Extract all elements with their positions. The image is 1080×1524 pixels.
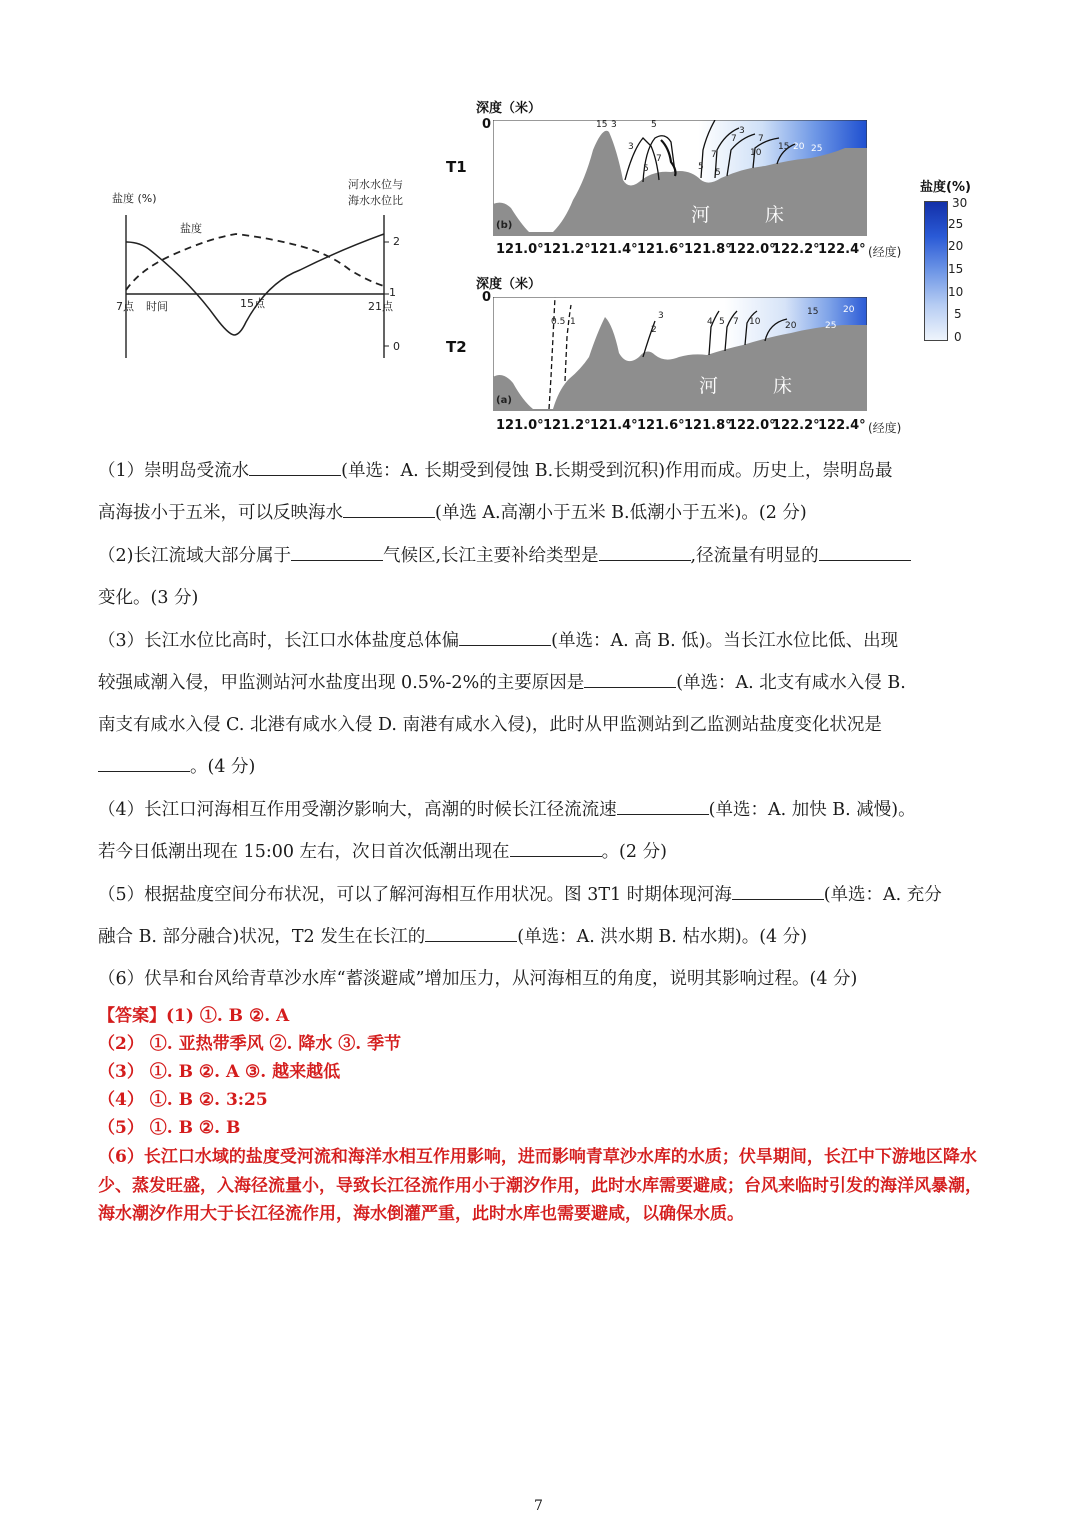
t2-lon-7: 122.4° bbox=[818, 418, 866, 433]
t1-c8: 5 bbox=[715, 168, 721, 178]
t2-lon-1: 121.2° bbox=[543, 418, 591, 433]
t2-c3: 3 bbox=[658, 311, 664, 321]
legend-ticks bbox=[948, 196, 988, 346]
left-y-label: 盐度 (%) bbox=[112, 192, 157, 205]
q5-text-d: (单选：A. 洪水期 B. 枯水期)。(4 分) bbox=[517, 927, 808, 947]
answer-5: （5） ①. B ②. B bbox=[98, 1118, 241, 1138]
q4-text-d: 。(2 分) bbox=[601, 842, 667, 862]
t1-lon-3: 121.6° bbox=[637, 242, 685, 257]
q2-blank-2[interactable] bbox=[599, 542, 691, 561]
right-tick-2: 2 bbox=[393, 235, 400, 248]
q4-blank-1[interactable] bbox=[617, 796, 709, 815]
t2-c11: 20 bbox=[843, 305, 855, 315]
t2-lon-6: 122.2° bbox=[772, 418, 820, 433]
q4-text-a: （4）长江口河海相互作用受潮汐影响大，高潮的时候长江径流流速 bbox=[98, 800, 617, 820]
t1-panel-tag: (b) bbox=[496, 220, 513, 231]
q4-text-b: (单选：A. 加快 B. 减慢)。 bbox=[708, 800, 916, 820]
right-tick-1: 1 bbox=[389, 286, 396, 299]
salinity-legend-bar bbox=[924, 201, 948, 341]
q2-text-d: 变化。(3 分) bbox=[98, 588, 199, 608]
t2-lon-4: 121.8° bbox=[684, 418, 732, 433]
t1-c3: 3 bbox=[628, 142, 634, 152]
t1-lon-0: 121.0° bbox=[496, 242, 544, 257]
q3-text-d: (单选：A. 北支有咸水入侵 B. bbox=[676, 673, 906, 693]
x-15: 15点 bbox=[240, 297, 265, 310]
q5-text-b: (单选：A. 充分 bbox=[823, 885, 942, 905]
right-y-label-2: 海水水位比 bbox=[348, 194, 403, 207]
answer-3: （3） ①. B ②. A ③. 越来越低 bbox=[98, 1062, 341, 1082]
t2-c2: 2 bbox=[651, 325, 657, 335]
t2-depth-label: 深度（米） bbox=[476, 277, 542, 292]
t1-c14: 20 bbox=[793, 142, 805, 152]
t1-riverbed-2: 床 bbox=[765, 204, 785, 226]
t1-c13: 15 bbox=[778, 142, 790, 152]
t1-c10: 3 bbox=[739, 126, 745, 136]
t2-riverbed-2: 床 bbox=[773, 375, 793, 397]
t2-lon-unit: (经度) bbox=[868, 421, 902, 435]
legend-5: 5 bbox=[954, 307, 962, 321]
t1-c6: 5 bbox=[698, 162, 704, 172]
t1-lon-7: 122.4° bbox=[818, 242, 866, 257]
q3-text-e: 南支有咸水入侵 C. 北港有咸水入侵 D. 南港有咸水入侵)，此时从甲监测站到乙监测站盐度变化状况是 bbox=[98, 715, 882, 735]
q2-text-b: 气候区,长江主要补给类型是 bbox=[382, 546, 599, 566]
t2-lon-5: 122.0° bbox=[728, 418, 776, 433]
answer-4: （4） ①. B ②. 3:25 bbox=[98, 1090, 268, 1110]
t1-c5: 7 bbox=[656, 154, 662, 164]
t2-zero: 0 bbox=[482, 290, 492, 305]
t1-c7: 7 bbox=[711, 150, 717, 160]
t1-c15: 25 bbox=[811, 144, 823, 154]
left-chart bbox=[100, 170, 430, 370]
t1-longitudes bbox=[496, 242, 916, 262]
t2-c0: 0.5 bbox=[551, 317, 566, 327]
salinity-label: 盐度 bbox=[180, 222, 202, 235]
t1-lon-1: 121.2° bbox=[543, 242, 591, 257]
t1-c4: 5 bbox=[643, 164, 649, 174]
answer-2: （2） ①. 亚热带季风 ②. 降水 ③. 季节 bbox=[98, 1034, 402, 1054]
q3-text-f: 。(4 分) bbox=[190, 757, 256, 777]
x-start: 7点 bbox=[116, 300, 134, 313]
t1-riverbed-1: 河 bbox=[691, 204, 711, 226]
q5-blank-2[interactable] bbox=[425, 923, 517, 942]
t2-c9: 20 bbox=[785, 321, 797, 331]
t2-lon-3: 121.6° bbox=[637, 418, 685, 433]
t2-panel-tag: (a) bbox=[496, 395, 512, 406]
q1-blank-1[interactable] bbox=[249, 457, 341, 476]
page-number: 7 bbox=[534, 1498, 543, 1514]
q3-blank-3[interactable] bbox=[98, 753, 190, 772]
legend-25: 25 bbox=[948, 217, 964, 231]
q1-text-b: (单选：A. 长期受到侵蚀 B.长期受到沉积)作用而成。历史上，崇明岛最 bbox=[341, 461, 893, 481]
t2-c4: 4 bbox=[707, 317, 713, 327]
q1-text-a: （1）崇明岛受流水 bbox=[98, 461, 250, 481]
q1-text-d: (单选 A.高潮小于五米 B.低潮小于五米)。(2 分) bbox=[435, 503, 807, 523]
t1-lon-4: 121.8° bbox=[684, 242, 732, 257]
q5-blank-1[interactable] bbox=[732, 881, 824, 900]
t1-c12: 10 bbox=[750, 148, 762, 158]
t1-c1: 3 bbox=[611, 120, 617, 130]
q3-blank-2[interactable] bbox=[584, 669, 676, 688]
t1-contour-labels bbox=[493, 120, 867, 236]
legend-10: 10 bbox=[948, 285, 964, 299]
q1-blank-2[interactable] bbox=[343, 499, 435, 518]
q1-text-c: 高海拔小于五米，可以反映海水 bbox=[98, 503, 343, 523]
q3-text-c: 较强咸潮入侵，甲监测站河水盐度出现 0.5%-2%的主要原因是 bbox=[98, 673, 585, 693]
t2-c10: 25 bbox=[825, 321, 837, 331]
t1-lon-6: 122.2° bbox=[772, 242, 820, 257]
answer-6: （6）长江口水域的盐度受河流和海洋水相互作用影响，进而影响青草沙水库的水质；伏旱期间，长江中下游地区降水少、蒸发旺盛，入海径流量小，导致长江径流作用小于潮汐作用，此时水库需要避咸；台风来临时引发的海洋风暴潮，海水潮汐作用大于长江径流作用，海水倒灌严重，此时水库也需要避咸，以确保水质。 bbox=[98, 1147, 982, 1224]
t2-contour-labels bbox=[493, 297, 867, 411]
t2-label: T2 bbox=[446, 338, 467, 356]
right-y-label-1: 河水水位与 bbox=[348, 178, 403, 191]
q3-text-b: (单选：A. 高 B. 低)。当长江水位比低、出现 bbox=[551, 631, 899, 651]
salinity-curve bbox=[126, 234, 384, 335]
x-mid-label: 时间 bbox=[146, 300, 168, 313]
t2-c8: 15 bbox=[807, 307, 819, 317]
q2-text-a: （2)长江流域大部分属于 bbox=[98, 546, 291, 566]
q2-text-c: ,径流量有明显的 bbox=[690, 546, 819, 566]
t1-depth-label: 深度（米） bbox=[476, 101, 542, 116]
t1-lon-unit: (经度) bbox=[868, 245, 902, 259]
t2-riverbed-1: 河 bbox=[699, 375, 719, 397]
t1-c0: 15 bbox=[596, 120, 608, 130]
q4-blank-2[interactable] bbox=[510, 838, 602, 857]
t2-c1: 1 bbox=[570, 317, 576, 327]
q2-blank-1[interactable] bbox=[291, 542, 383, 561]
t2-lon-2: 121.4° bbox=[590, 418, 638, 433]
q5-text-c: 融合 B. 部分融合)状况，T2 发生在长江的 bbox=[98, 927, 426, 947]
t1-c9: 7 bbox=[731, 134, 737, 144]
x-end: 21点 bbox=[368, 300, 393, 313]
t2-c7: 10 bbox=[749, 317, 761, 327]
legend-0: 0 bbox=[954, 330, 962, 344]
t1-c2: 5 bbox=[651, 120, 657, 130]
t2-longitudes bbox=[496, 418, 916, 438]
q4-text-c: 若今日低潮出现在 15:00 左右，次日首次低潮出现在 bbox=[98, 842, 510, 862]
t2-c5: 5 bbox=[719, 317, 725, 327]
answer-1: 【答案】(1) ①. B ②. A bbox=[98, 1006, 290, 1026]
t2-lon-0: 121.0° bbox=[496, 418, 544, 433]
t1-zero: 0 bbox=[482, 117, 492, 132]
t2-c6: 7 bbox=[733, 317, 739, 327]
t1-lon-2: 121.4° bbox=[590, 242, 638, 257]
t1-lon-5: 122.0° bbox=[728, 242, 776, 257]
q6-text: （6）伏旱和台风给青草沙水库“蓄淡避咸”增加压力，从河海相互的角度，说明其影响过程。(4 分) bbox=[98, 969, 858, 989]
q3-text-a: （3）长江水位比高时，长江口水体盐度总体偏 bbox=[98, 631, 460, 651]
left-chart-svg bbox=[100, 170, 430, 370]
q2-blank-3[interactable] bbox=[819, 542, 911, 561]
legend-30: 30 bbox=[952, 196, 968, 210]
legend-title: 盐度(%) bbox=[920, 180, 971, 195]
legend-20: 20 bbox=[948, 239, 964, 253]
t1-label: T1 bbox=[446, 158, 467, 176]
q5-text-a: （5）根据盐度空间分布状况，可以了解河海相互作用状况。图 3T1 时期体现河海 bbox=[98, 885, 732, 905]
right-tick-0: 0 bbox=[393, 340, 400, 353]
q3-blank-1[interactable] bbox=[459, 627, 551, 646]
legend-15: 15 bbox=[948, 262, 964, 276]
t1-c11: 7 bbox=[758, 134, 764, 144]
